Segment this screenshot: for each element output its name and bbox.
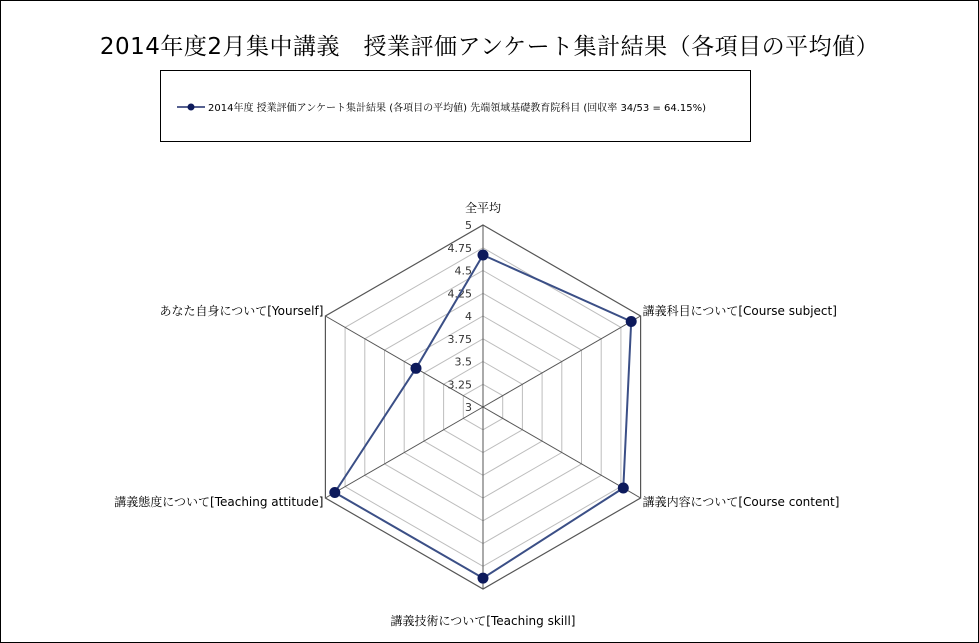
tick-label: 5 <box>465 219 472 232</box>
series-point <box>626 316 637 327</box>
radar-grid <box>325 225 640 589</box>
series-point <box>411 363 422 374</box>
radar-tick-labels <box>448 219 473 414</box>
series-point <box>329 487 340 498</box>
chart-title: 2014年度2月集中講義 授業評価アンケート集計結果（各項目の平均値） <box>99 34 880 60</box>
tick-label: 4.5 <box>454 264 472 278</box>
tick-label: 3 <box>465 401 472 414</box>
axis-label: 講義内容について[Course content] <box>642 495 840 509</box>
axis-label: 講義技術について[Teaching skill] <box>390 614 576 628</box>
tick-label: 3.5 <box>454 355 472 369</box>
series-point <box>478 250 489 261</box>
tick-label: 3.25 <box>447 378 472 392</box>
axis-label: 講義態度について[Teaching attitude] <box>114 495 324 509</box>
axis-label: 講義科目について[Course subject] <box>642 304 837 318</box>
tick-label: 4 <box>465 310 472 323</box>
axis-label: あなた自身について[Yourself] <box>159 304 324 318</box>
tick-label: 4.75 <box>447 241 472 255</box>
tick-label: 3.75 <box>447 332 472 346</box>
series-point <box>478 573 489 584</box>
axis-label: 全平均 <box>464 201 502 215</box>
tick-label: 4.25 <box>447 287 472 301</box>
legend-series-label: 2014年度 授業評価アンケート集計結果 (各項目の平均値) 先端領域基礎教育院科目 (回収率 34/53 = 64.15%) <box>208 103 707 114</box>
series-point <box>618 483 629 494</box>
